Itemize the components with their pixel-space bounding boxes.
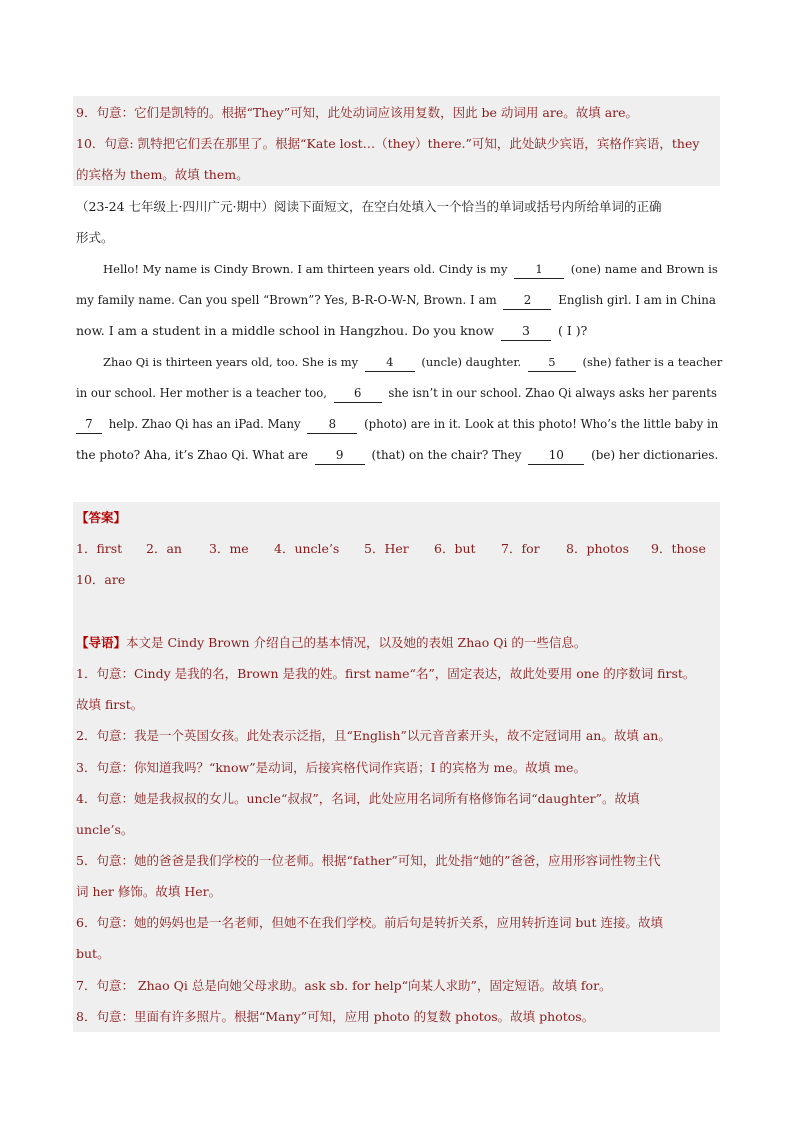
guide-text: 本文是 Cindy Brown 介绍自己的基本情况，以及她的表姐 Zhao Qi 的一些信息。 (126, 635, 587, 650)
answer-header: 【答案】 (76, 510, 127, 525)
passage-line: Zhao Qi is thirteen years old, too. She is my 4 (uncle) daughter. 5 (she) father is a teacher (103, 353, 720, 372)
answer-item: 1．first (76, 541, 123, 556)
answer-item: 9．those (651, 541, 706, 556)
passage-line: in our school. Her mother is a teacher too, 6 she isn’t in our school. Zhao Qi always asks her parents (76, 384, 720, 403)
blank-5[interactable]: 5 (528, 353, 576, 372)
answer-item: 5．Her (364, 541, 409, 556)
prev-explanation-10: 10．句意: 凯特把它们丢在那里了。根据“Kate lost…（they）there.”可知，此处缺少宾语，宾格作宾语，they (76, 136, 700, 151)
passage-line: Hello! My name is Cindy Brown. I am thirteen years old. Cindy is my 1 (one) name and Brown is (103, 260, 720, 279)
blank-6[interactable]: 6 (334, 384, 382, 403)
answer-item: 4．uncle’s (274, 541, 340, 556)
explanation-4: 4．句意：她是我叔叔的女儿。uncle“叔叔”，名词，此处应用名词所有格修饰名词“daughter”。故填 (76, 791, 640, 806)
explanation-5: 5．句意：她的爸爸是我们学校的一位老师。根据“father”可知，此处指“她的”爸爸，应用形容词性物主代 (76, 853, 661, 868)
answer-item: 10．are (76, 572, 126, 587)
explanation-3: 3．句意：你知道我吗？“know”是动词，后接宾格代词作宾语；I 的宾格为 me。故填 me。 (76, 760, 586, 775)
guide-line (76, 634, 720, 652)
blank-9[interactable]: 9 (315, 446, 365, 465)
blank-10[interactable]: 10 (528, 446, 584, 465)
blank-3[interactable]: 3 (501, 322, 551, 341)
explanation-7: 7．句意： Zhao Qi 总是向她父母求助。ask sb. for help“向某人求助”，固定短语。故填 for。 (76, 978, 612, 993)
exercise-instruction: （23-24 七年级上·四川广元·期中）阅读下面短文，在空白处填入一个恰当的单词或括号内所给单词的正确 (76, 199, 662, 214)
passage-line: now. I am a student in a middle school in Hangzhou. Do you know 3 ( I )? (76, 322, 720, 341)
explanation-6-cont: but。 (76, 946, 110, 961)
guide-label: 【导语】 (76, 635, 127, 650)
passage-line: 7 help. Zhao Qi has an iPad. Many 8 (photo) are in it. Look at this photo! Who’s the little baby in (76, 415, 720, 434)
blank-4[interactable]: 4 (365, 353, 415, 372)
passage-line: my family name. Can you spell “Brown”? Yes, B-R-O-W-N, Brown. I am 2 English girl. I am in China (76, 291, 720, 310)
answer-item: 7．for (501, 541, 540, 556)
answer-item: 8．photos (566, 541, 629, 556)
explanation-4-cont: uncle’s。 (76, 822, 134, 837)
passage-line: the photo? Aha, it’s Zhao Qi. What are 9 (that) on the chair? They 10 (be) her dictionaries. (76, 446, 720, 465)
prev-explanation-9: 9．句意：它们是凯特的。根据“They”可知，此处动词应该用复数，因此 be 动词用 are。故填 are。 (76, 105, 639, 120)
explanation-2: 2．句意：我是一个英国女孩。此处表示泛指，且“English”以元音音素开头，故不定冠词用 an。故填 an。 (76, 728, 671, 743)
answer-item: 2．an (146, 541, 182, 556)
explanation-6: 6．句意：她的妈妈也是一名老师，但她不在我们学校。前后句是转折关系，应用转折连词 but 连接。故填 (76, 915, 663, 930)
explanation-5-cont: 词 her 修饰。故填 Her。 (76, 884, 222, 899)
blank-2[interactable]: 2 (503, 291, 551, 310)
answer-item: 3．me (209, 541, 249, 556)
blank-8[interactable]: 8 (307, 415, 357, 434)
explanation-1: 1．句意：Cindy 是我的名，Brown 是我的姓。first name“名”，固定表达，故此处要用 one 的序数词 first。 (76, 666, 696, 681)
exercise-instruction-cont: 形式。 (76, 230, 114, 245)
prev-explanation-10-cont: 的宾格为 them。故填 them。 (76, 167, 249, 182)
answer-item: 6．but (434, 541, 476, 556)
blank-7[interactable]: 7 (76, 415, 102, 434)
explanation-1-cont: 故填 first。 (76, 697, 144, 712)
explanation-8: 8．句意：里面有许多照片。根据“Many”可知，应用 photo 的复数 photos。故填 photos。 (76, 1009, 595, 1024)
blank-1[interactable]: 1 (514, 260, 564, 279)
